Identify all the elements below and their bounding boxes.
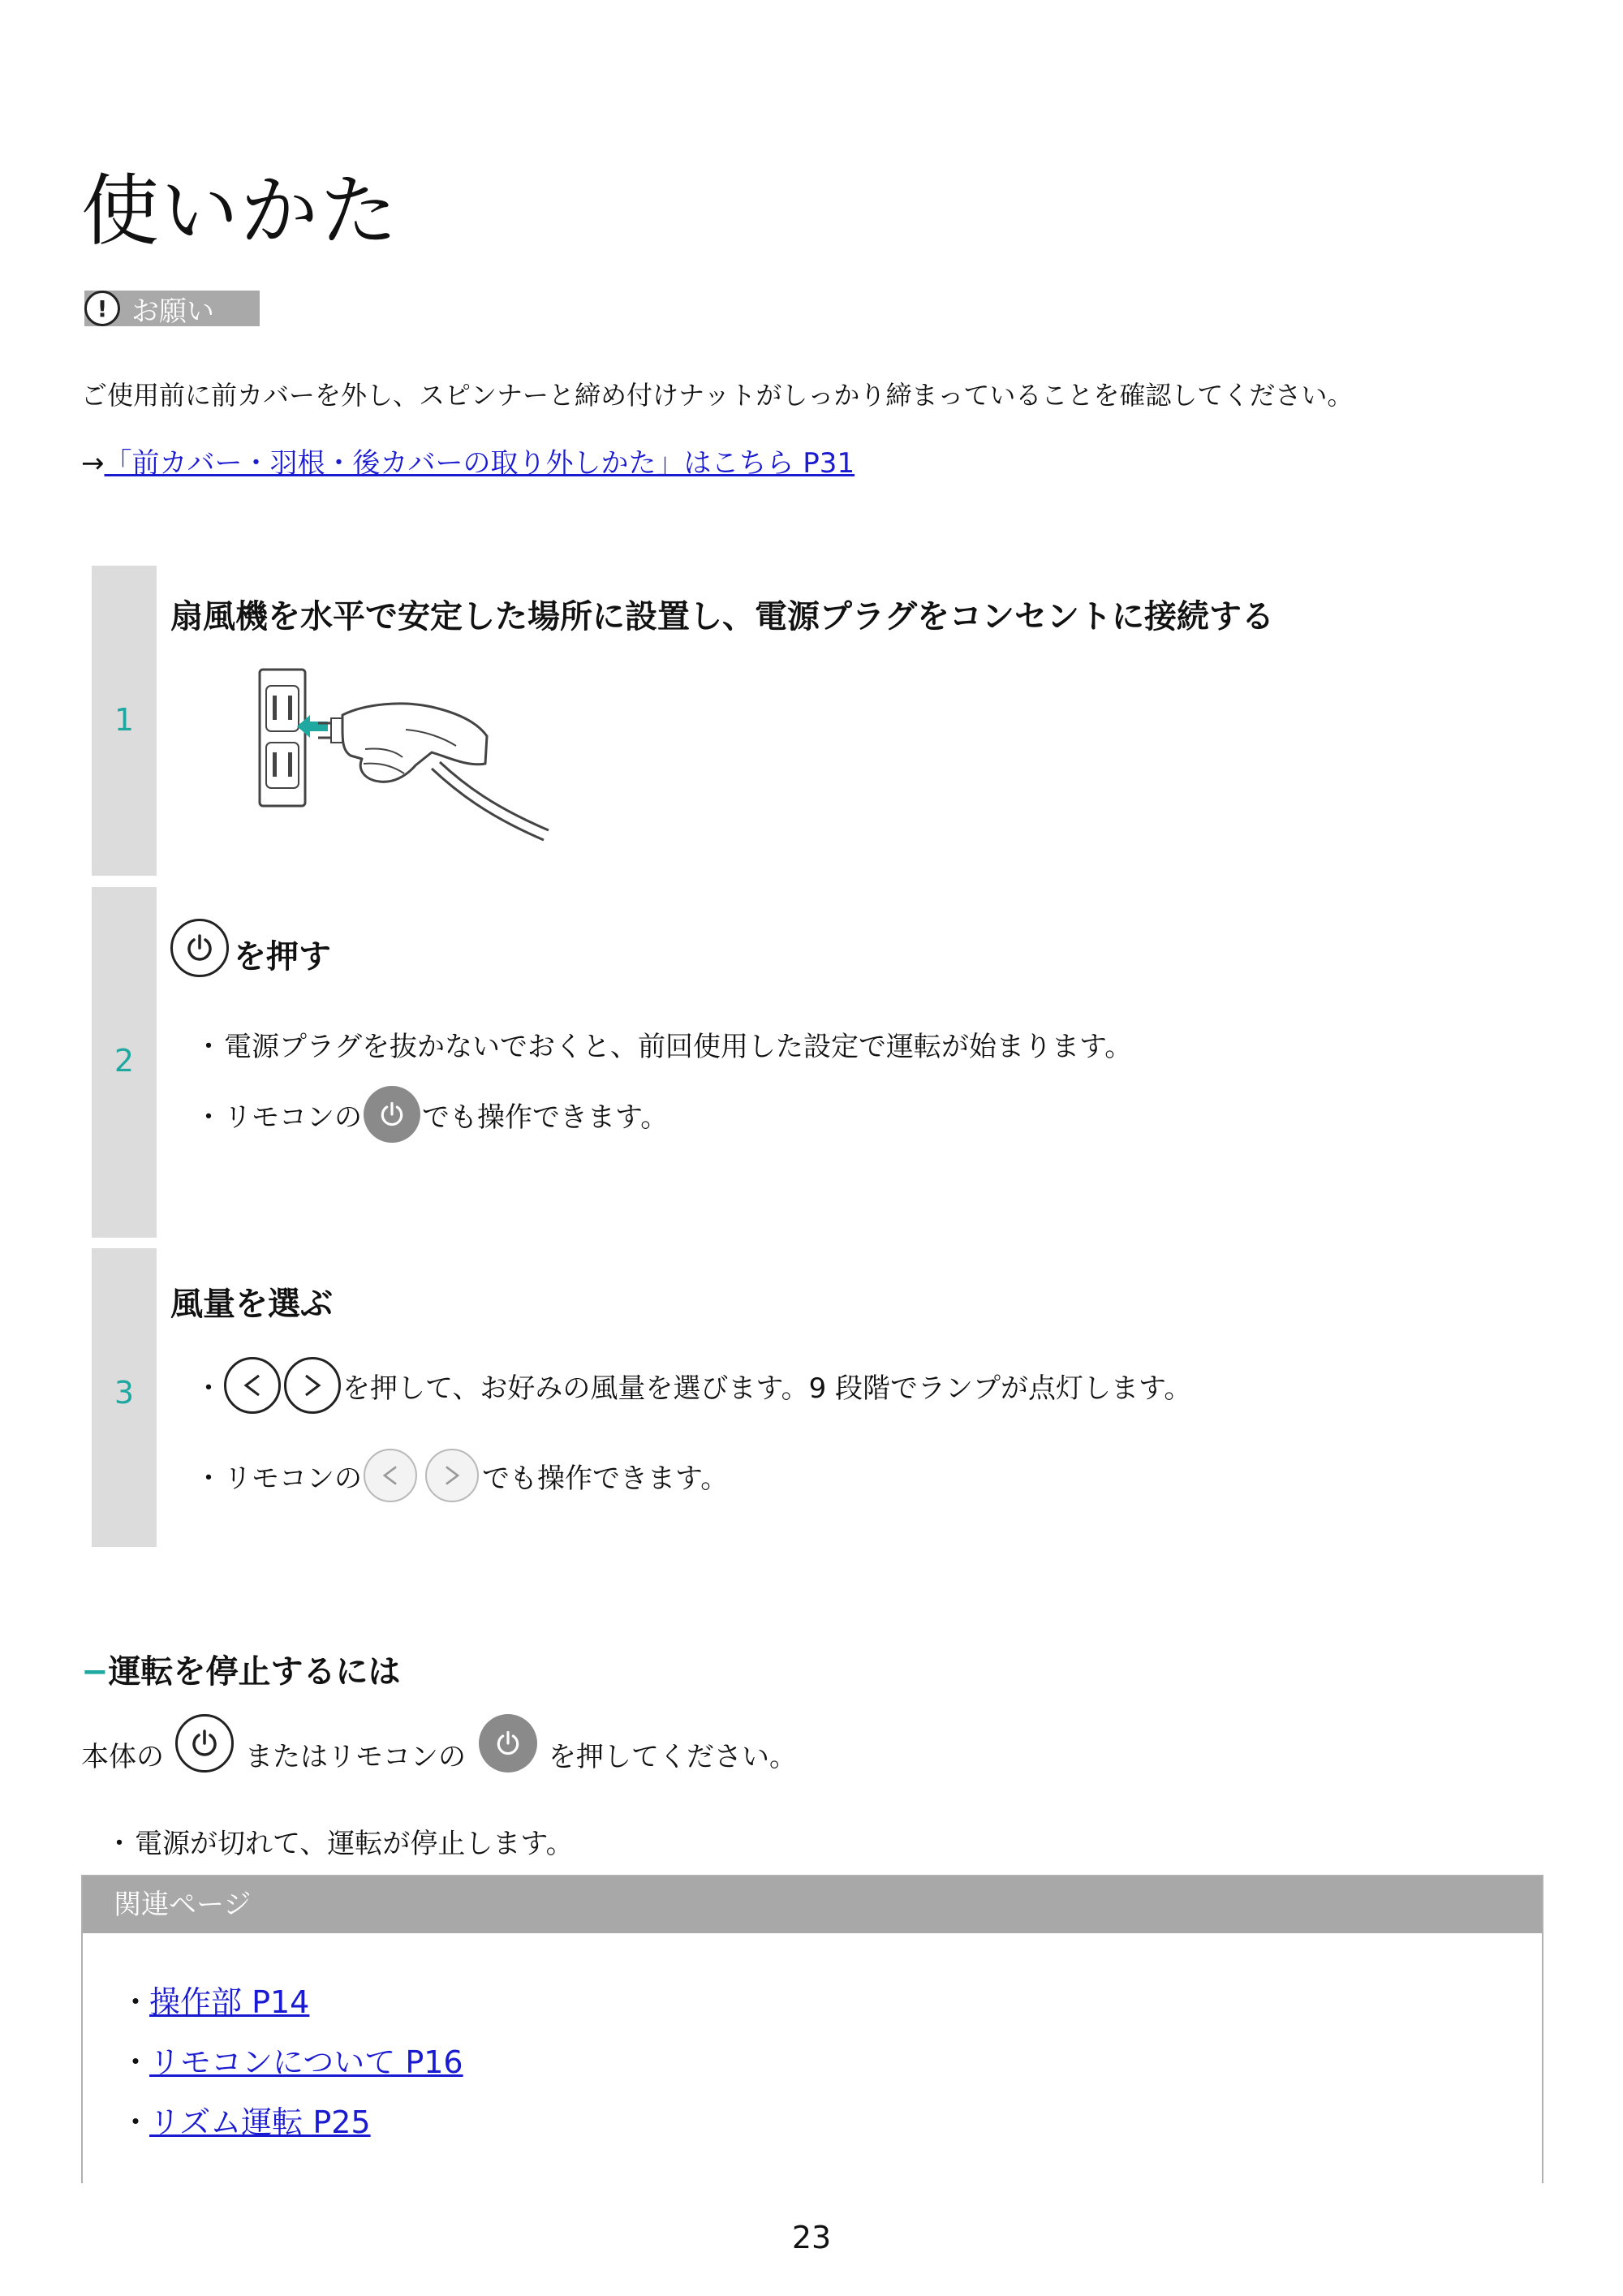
step-2-bullet-1: ・ 電源プラグを抜かないでおくと、前回使用した設定で運転が始まります。: [195, 1031, 1133, 1063]
related-link-remote[interactable]: リモコンについて P16: [149, 2044, 463, 2080]
related-pages-box: [81, 1875, 1543, 2183]
plug-outlet-icon: [243, 661, 560, 864]
stop-bullet: ・ 電源が切れて、運転が停止します。: [105, 1828, 574, 1860]
step-3-bullet-2: ・ リモコンの でも操作できます。: [195, 1449, 728, 1502]
related-item: ・ リズム運転 P25: [120, 2097, 371, 2142]
step-1-number-column: [92, 566, 157, 876]
exclamation-icon: !: [84, 291, 120, 326]
accent-dash: −: [81, 1653, 109, 1691]
step-2-title-row: [170, 919, 331, 977]
stop-instructions: 本体の またはリモコンの を押してください。: [81, 1714, 797, 1794]
remote-speed-down-icon: [364, 1449, 417, 1502]
remote-power-icon: [479, 1714, 537, 1773]
step-1-number: 1: [114, 702, 135, 738]
step-3-number: 3: [114, 1375, 135, 1411]
page-title: 使いかた: [81, 166, 399, 256]
power-button-icon: [170, 919, 229, 977]
notice-label: お願い: [131, 295, 214, 328]
related-link-rhythm[interactable]: リズム運転 P25: [149, 2104, 371, 2140]
step-2-bullet-2: ・ リモコンの でも操作できます。: [195, 1086, 668, 1143]
step-2-number-column: [92, 887, 157, 1238]
step-1-title: 扇風機を水平で安定した場所に設置し、電源プラグをコンセントに接続する: [170, 598, 1274, 635]
plug-outlet-illustration: [243, 661, 560, 868]
related-item: ・ リモコンについて P16: [120, 2037, 463, 2082]
related-item: ・ 操作部 P14: [120, 1977, 309, 2022]
step-2-number: 2: [114, 1043, 135, 1079]
notice-banner: [84, 291, 260, 326]
related-pages-header: 関連ページ: [83, 1876, 1542, 1933]
step-3-bullet-1: ・ を押して、お好みの風量を選びます。9 段階でランプが点灯します。: [195, 1357, 1191, 1414]
power-button-icon: [175, 1714, 234, 1773]
arrow-icon: →: [81, 447, 105, 480]
step-3-number-column: [92, 1248, 157, 1547]
fan-speed-down-icon: [224, 1357, 281, 1414]
related-link-controls[interactable]: 操作部 P14: [149, 1984, 310, 2020]
intro-link-line: [81, 441, 855, 480]
stop-section-heading: −運転を停止するには: [81, 1653, 401, 1691]
page-number: 23: [791, 2220, 832, 2255]
cover-removal-link[interactable]: 「前カバー・羽根・後カバーの取り外しかた」はこちら P31: [104, 447, 855, 480]
remote-power-icon: [364, 1086, 420, 1143]
intro-text: ご使用前に前カバーを外し、スピンナーと締め付けナットがしっかり締まっていることを確認してください。: [81, 380, 1354, 411]
fan-speed-up-icon: [284, 1357, 341, 1414]
remote-speed-up-icon: [425, 1449, 479, 1502]
step-3-title: 風量を選ぶ: [170, 1286, 333, 1323]
step-2-title: を押す: [234, 938, 331, 976]
